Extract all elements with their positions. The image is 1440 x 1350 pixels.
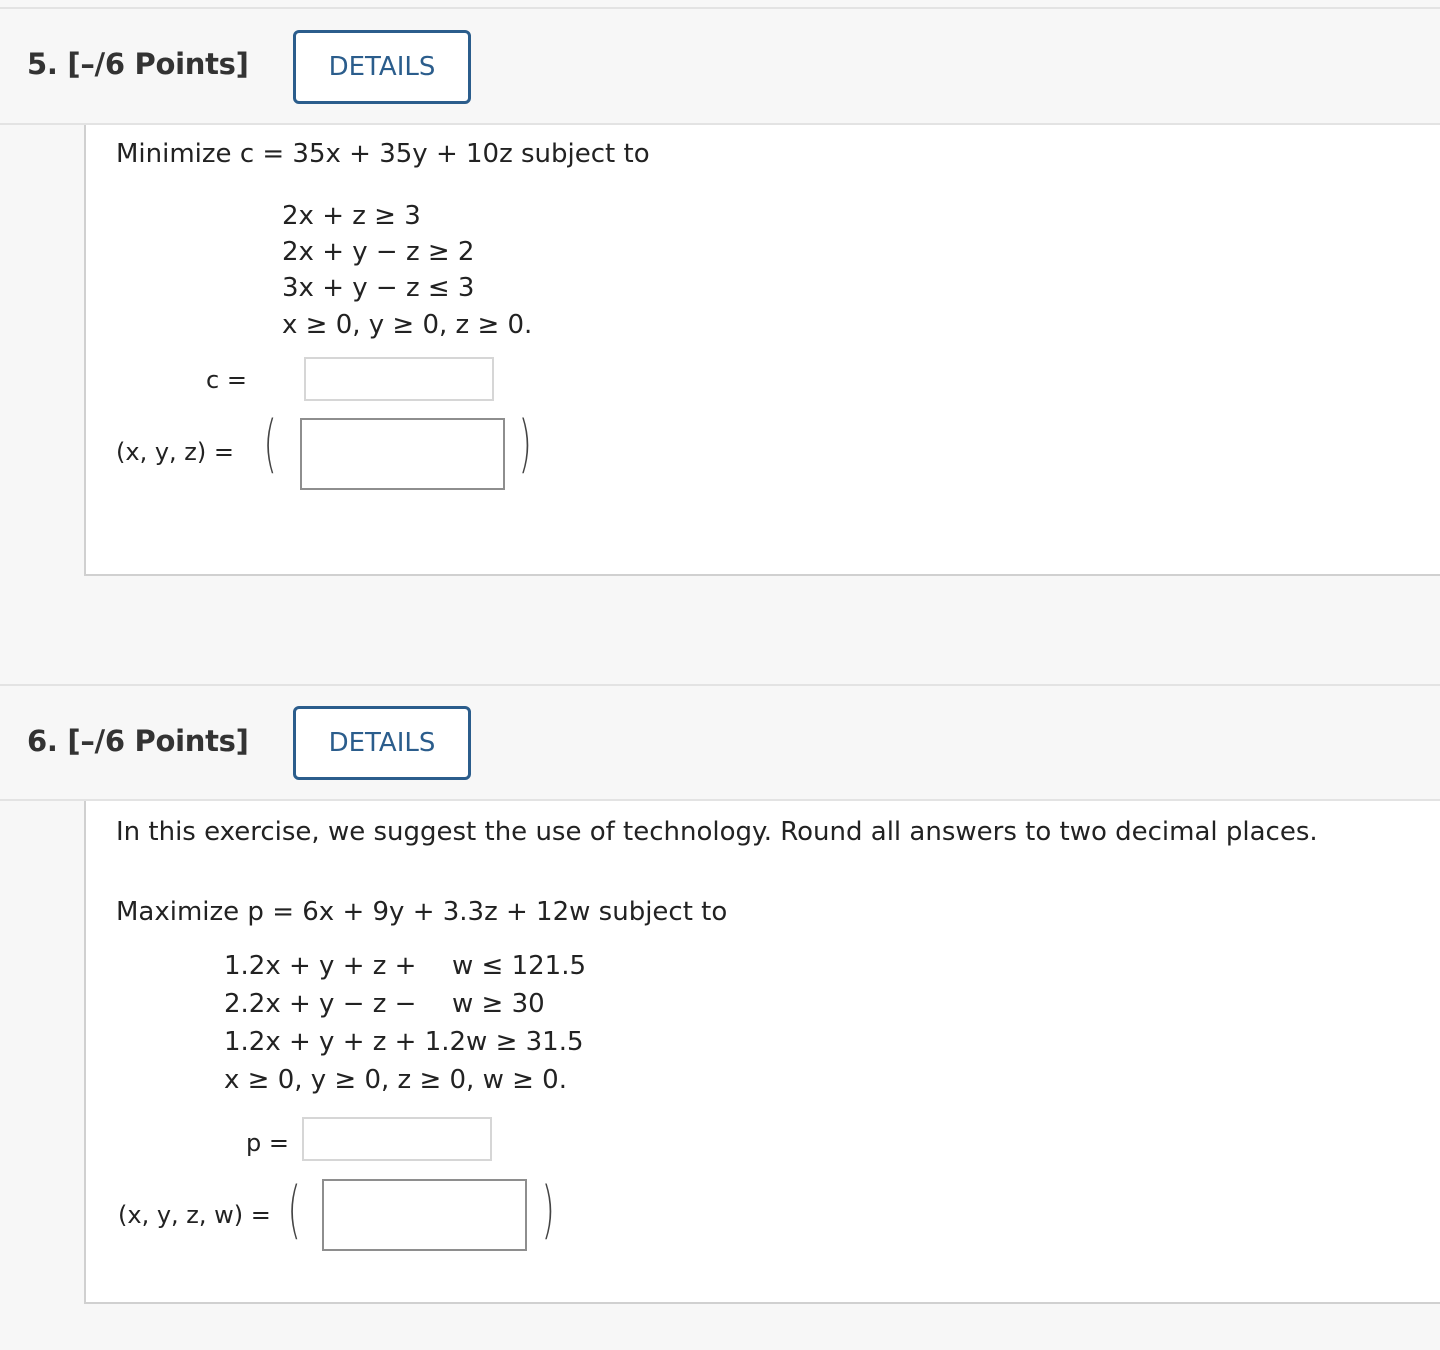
question-5-c-input[interactable] — [304, 357, 494, 401]
question-5-xyz-input[interactable] — [300, 418, 505, 490]
question-6-constraint-right: w ≤ 121.5 — [452, 951, 587, 981]
open-paren: ( — [287, 1173, 301, 1246]
question-5-constraint: 2x + z ≥ 3 — [282, 201, 421, 231]
close-paren: ) — [541, 1173, 555, 1246]
question-5-details-button[interactable]: DETAILS — [293, 30, 471, 104]
question-6-constraint-right: w ≥ 30 — [452, 989, 545, 1019]
question-5-constraint: 3x + y − z ≤ 3 — [282, 273, 475, 303]
question-6-title: 6. [–/6 Points] — [27, 724, 249, 758]
question-6-objective: Maximize p = 6x + 9y + 3.3z + 12w subject to — [116, 897, 728, 927]
question-6-constraint-left: 2.2x + y − z − — [224, 989, 417, 1019]
top-divider — [0, 7, 1440, 9]
question-5-xyz-label: (x, y, z) = — [116, 438, 234, 466]
question-6-p-label: p = — [246, 1129, 289, 1157]
question-6-panel — [84, 801, 1440, 1304]
question-6-xyzw-input[interactable] — [322, 1179, 527, 1251]
question-6-p-input[interactable] — [302, 1117, 492, 1161]
question-5-title: 5. [–/6 Points] — [27, 47, 249, 81]
question-5-objective: Minimize c = 35x + 35y + 10z subject to — [116, 139, 650, 169]
question-6-instruction: In this exercise, we suggest the use of technology. Round all answers to two decimal places. — [116, 817, 1318, 847]
question-6-details-button[interactable]: DETAILS — [293, 706, 471, 780]
question-6-constraint-left: 1.2x + y + z + 1.2w ≥ 31.5 — [224, 1027, 584, 1057]
question-6-constraint-left: x ≥ 0, y ≥ 0, z ≥ 0, w ≥ 0. — [224, 1065, 567, 1095]
question-5-panel — [84, 125, 1440, 576]
close-paren: ) — [518, 407, 532, 480]
question-5-constraint: 2x + y − z ≥ 2 — [282, 237, 475, 267]
question-6-constraint-left: 1.2x + y + z + — [224, 951, 417, 981]
question-5-constraint: x ≥ 0, y ≥ 0, z ≥ 0. — [282, 310, 533, 340]
open-paren: ( — [263, 407, 277, 480]
question-5-c-label: c = — [206, 366, 247, 394]
question-6-xyzw-label: (x, y, z, w) = — [118, 1201, 271, 1229]
question-6-top-divider — [0, 684, 1440, 686]
